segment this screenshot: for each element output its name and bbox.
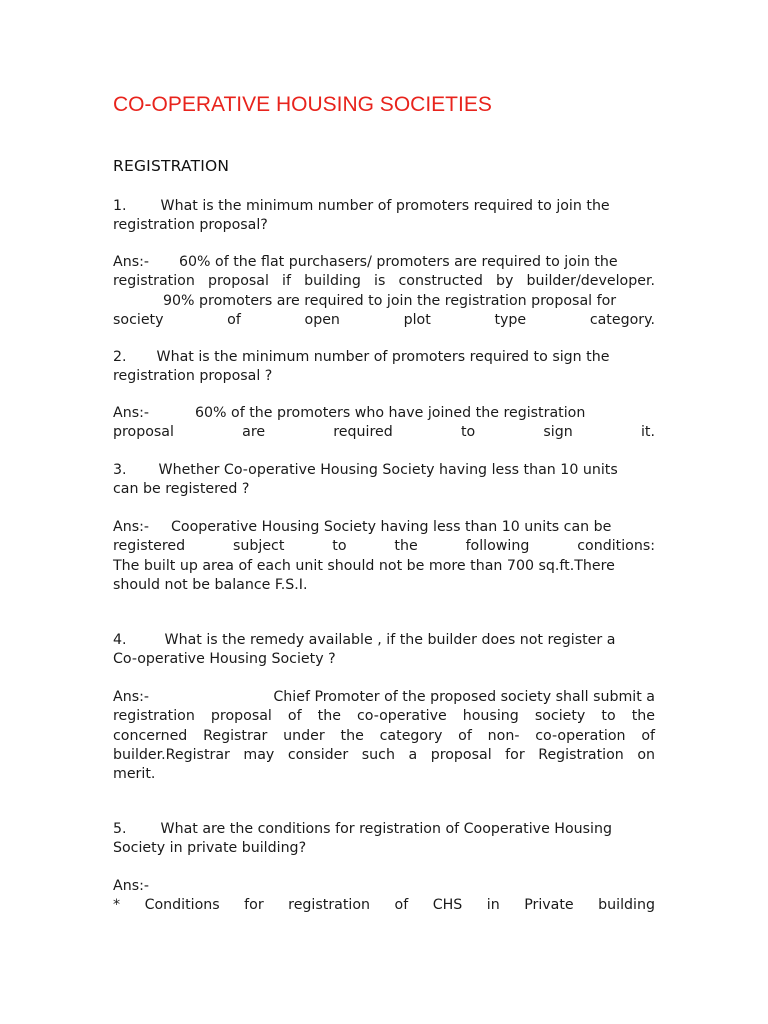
question-number: 5. <box>113 821 127 837</box>
answer-line: registration proposal if building is constructed by builder/developer. <box>113 273 655 290</box>
question-3 <box>113 461 655 500</box>
question-text: What are the conditions for registration of Cooperative Housing <box>160 821 612 837</box>
question-text: Whether Co-operative Housing Society having less than 10 units <box>158 462 618 478</box>
question-text: What is the minimum number of promoters required to sign the <box>156 349 610 365</box>
answer-5 <box>113 877 655 916</box>
answer-label: Ans:- <box>113 878 149 894</box>
question-number: 3. <box>113 462 127 478</box>
answer-text: 60% of the promoters who have joined the registration <box>195 405 586 421</box>
question-text-cont: Society in private building? <box>113 840 307 857</box>
section-heading: REGISTRATION <box>113 157 230 175</box>
answer-line: should not be balance F.S.I. <box>113 576 308 593</box>
answer-label: Ans:- <box>113 689 149 705</box>
answer-label: Ans:- <box>113 519 149 535</box>
question-1 <box>113 197 655 236</box>
question-text-cont: registration proposal? <box>113 217 268 234</box>
question-text-cont: can be registered ? <box>113 481 250 498</box>
page-title: CO-OPERATIVE HOUSING SOCIETIES <box>113 93 492 116</box>
question-5 <box>113 820 655 859</box>
answer-1 <box>113 253 655 330</box>
question-4 <box>113 631 655 670</box>
question-text-cont: registration proposal ? <box>113 368 273 385</box>
question-text: What is the remedy available , if the builder does not register a <box>164 632 616 648</box>
answer-line: merit. <box>113 766 156 783</box>
answer-line: 90% promoters are required to join the registration proposal for <box>163 292 617 309</box>
answer-text: Chief Promoter of the proposed society shall submit a <box>273 689 655 705</box>
question-number: 4. <box>113 632 127 648</box>
question-text: What is the minimum number of promoters required to join the <box>160 198 610 214</box>
question-2 <box>113 348 655 387</box>
answer-line-justified: * Conditions for registration of CHS in Private building <box>113 897 655 914</box>
answer-line-justified: society of open plot type category. <box>113 311 655 328</box>
answer-line: The built up area of each unit should not be more than 700 sq.ft.There <box>113 557 615 574</box>
answer-text: 60% of the flat purchasers/ promoters are required to join the <box>179 254 618 270</box>
answer-3 <box>113 518 655 595</box>
answer-2 <box>113 404 655 443</box>
question-number: 1. <box>113 198 127 214</box>
answer-label: Ans:- <box>113 405 149 421</box>
answer-label: Ans:- <box>113 254 149 270</box>
answer-4 <box>113 688 655 784</box>
answer-text: Cooperative Housing Society having less than 10 units can be <box>171 519 612 535</box>
question-text-cont: Co-operative Housing Society ? <box>113 651 336 668</box>
answer-line: registration proposal of the co-operative housing society to the <box>113 708 655 725</box>
answer-line-justified: registered subject to the following conditions: <box>113 538 655 555</box>
answer-line-justified: proposal are required to sign it. <box>113 424 655 441</box>
answer-line <box>113 688 655 707</box>
answer-line: builder.Registrar may consider such a proposal for Registration on <box>113 746 655 763</box>
answer-line: concerned Registrar under the category of non- co-operation of <box>113 727 655 744</box>
question-number: 2. <box>113 349 127 365</box>
